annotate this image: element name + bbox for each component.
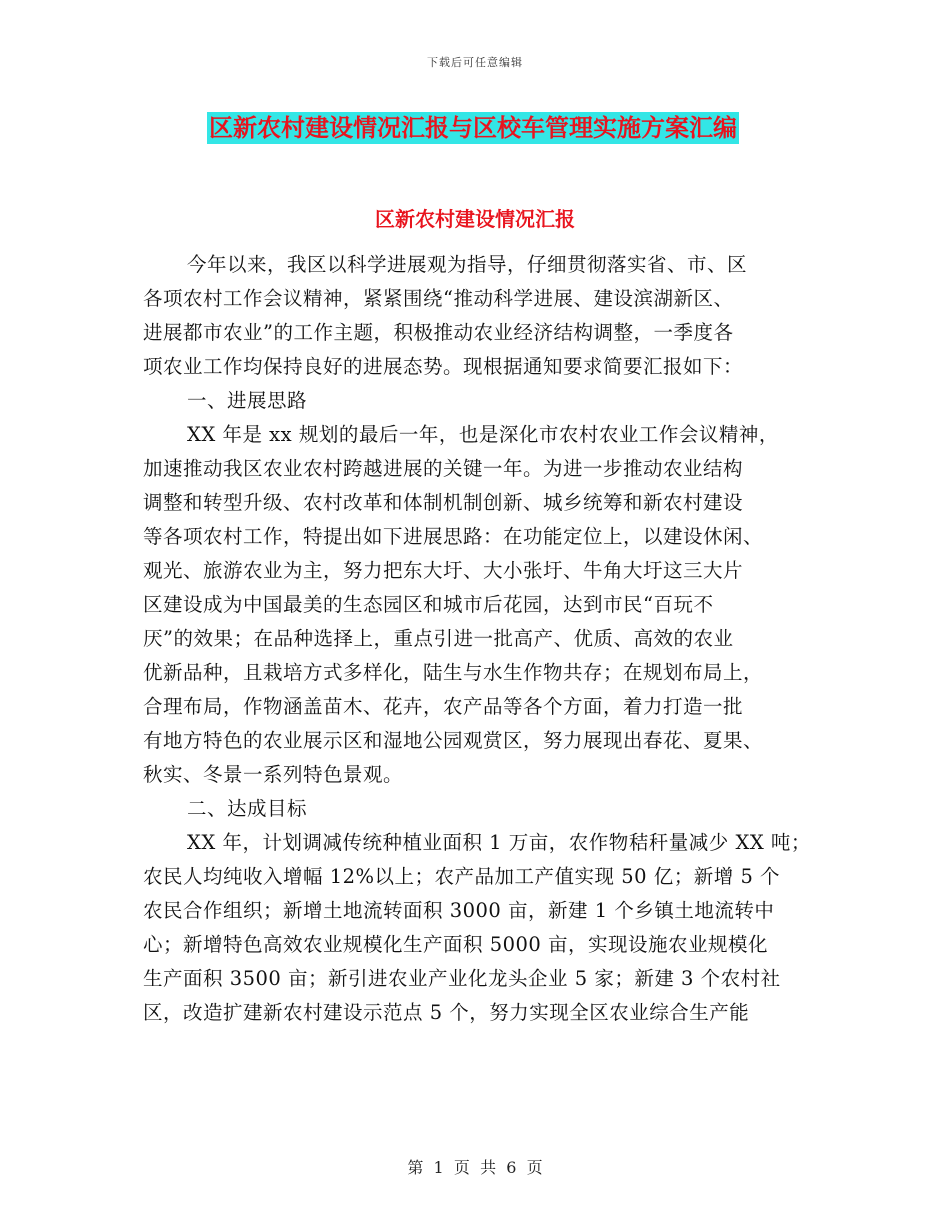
paragraph-line: 调整和转型升级、农村改革和体制机制创新、城乡统筹和新农村建设 — [143, 491, 744, 514]
subheading-line: 二、达成目标 — [187, 797, 308, 820]
paragraph-line: 农民合作组织；新增土地流转面积 3000 亩，新建 1 个乡镇土地流转中 — [143, 899, 775, 922]
paragraph-line: 有地方特色的农业展示区和湿地公园观赏区，努力展现出春花、夏果、 — [143, 729, 764, 752]
subheading-line: 一、进展思路 — [187, 389, 308, 412]
paragraph-line: 区，改造扩建新农村建设示范点 5 个，努力实现全区农业综合生产能 — [143, 1001, 750, 1024]
paragraph-line: XX 年，计划调减传统种植业面积 1 万亩，农作物秸秆量减少 XX 吨； — [187, 831, 811, 854]
paragraph-line: 加速推动我区农业农村跨越进展的关键一年。为进一步推动农业结构 — [143, 457, 744, 480]
paragraph-line: 等各项农村工作，特提出如下进展思路：在功能定位上，以建设休闲、 — [143, 525, 764, 548]
page-number-footer: 第 1 页 共 6 页 — [407, 1158, 543, 1177]
header-note: 下载后可任意编辑 — [427, 56, 523, 69]
paragraph-line: 生产面积 3500 亩；新引进农业产业化龙头企业 5 家；新建 3 个农村社 — [143, 967, 781, 990]
paragraph-line: 观光、旅游农业为主，努力把东大圩、大小张圩、牛角大圩这三大片 — [143, 559, 744, 582]
section-title: 区新农村建设情况汇报 — [375, 207, 575, 231]
paragraph-line: 农民人均纯收入增幅 12%以上；农产品加工产值实现 50 亿；新增 5 个 — [143, 865, 781, 888]
paragraph-line: 心；新增特色高效农业规模化生产面积 5000 亩，实现设施农业规模化 — [143, 933, 769, 956]
paragraph-line: 优新品种，且栽培方式多样化，陆生与水生作物共存；在规划布局上， — [143, 661, 764, 684]
paragraph-line: 区建设成为中国最美的生态园区和城市后花园，达到市民“百玩不 — [143, 593, 714, 616]
paragraph-line: 进展都市农业”的工作主题，积极推动农业经济结构调整，一季度各 — [143, 321, 734, 344]
paragraph-line: 厌”的效果；在品种选择上，重点引进一批高产、优质、高效的农业 — [143, 627, 734, 650]
paragraph-line: 秋实、冬景一系列特色景观。 — [143, 763, 404, 786]
paragraph-line: 项农业工作均保持良好的进展态势。现根据通知要求简要汇报如下： — [143, 355, 744, 378]
document-title: 区新农村建设情况汇报与区校车管理实施方案汇编 — [209, 113, 737, 142]
paragraph-line: 各项农村工作会议精神，紧紧围绕“推动科学进展、建设滨湖新区、 — [143, 287, 734, 310]
body-text — [143, 248, 815, 1030]
paragraph-line: 合理布局，作物涵盖苗木、花卉，农产品等各个方面，着力打造一批 — [143, 695, 744, 718]
paragraph-line: XX 年是 xx 规划的最后一年，也是深化市农村农业工作会议精神， — [187, 423, 779, 446]
paragraph-line: 今年以来，我区以科学进展观为指导，仔细贯彻落实省、市、区 — [187, 253, 748, 276]
